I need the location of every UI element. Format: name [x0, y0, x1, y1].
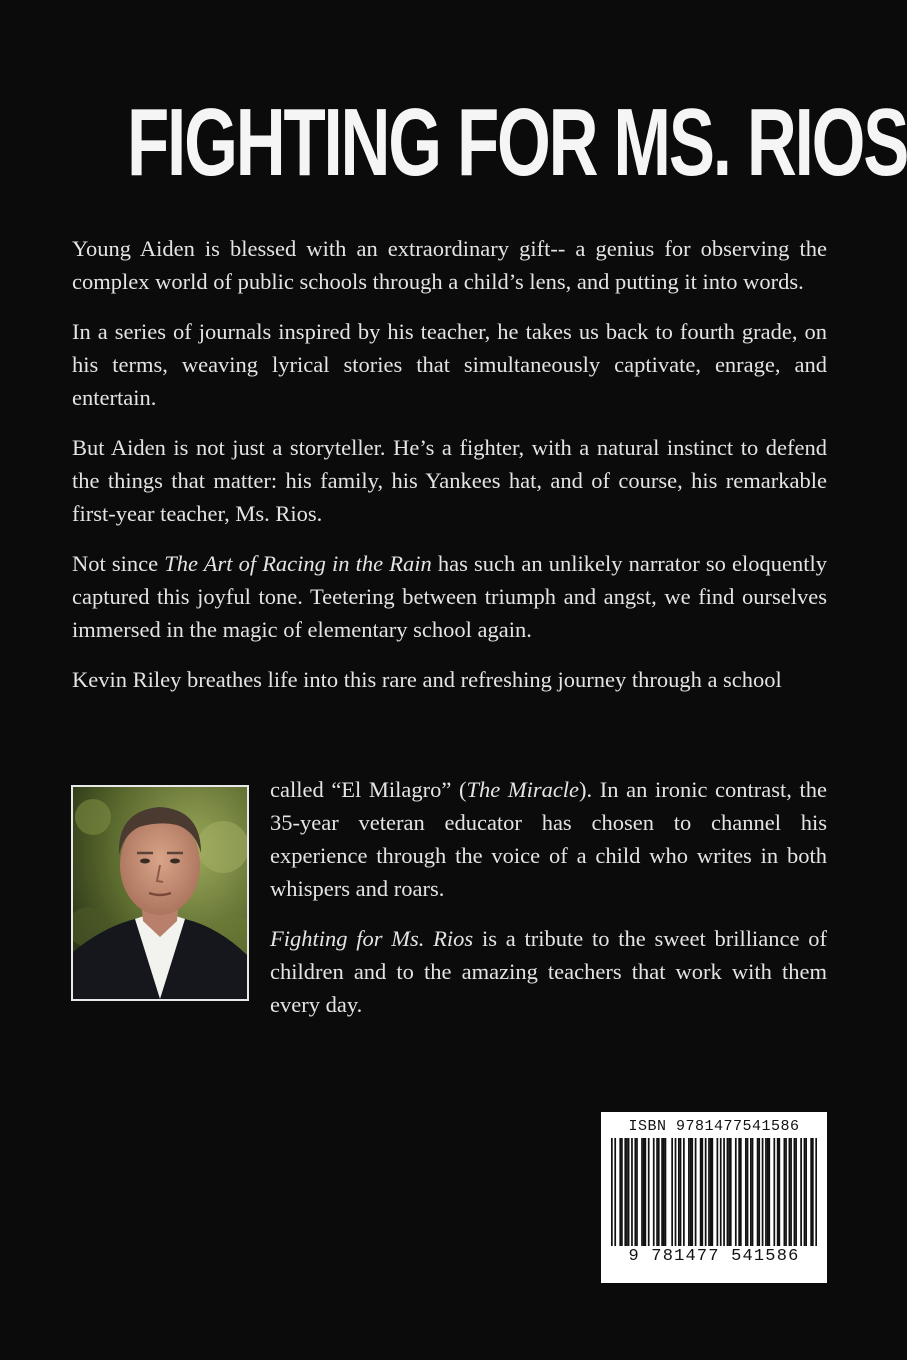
barcode-bar: [621, 1138, 623, 1246]
barcode-bar: [790, 1138, 792, 1246]
blurb-paragraph-1: Young Aiden is blessed with an extraordinary gift-- a genius for observing the complex world of public schools through a child’s lens, and putting it into words.: [72, 236, 827, 294]
p5-italic-miracle: The Miracle: [466, 777, 580, 802]
book-title: FIGHTING FOR MS. RIOS: [126, 89, 907, 196]
barcode-bar: [740, 1138, 742, 1246]
p4-text-b: has such an unlikely narrator so eloquently captured this joyful tone. Teetering between triumph and angst, we find ourselves immersed in the magic of elementary school again.: [72, 551, 828, 642]
barcode-bar: [628, 1138, 630, 1246]
barcode-bar: [648, 1138, 650, 1246]
barcode-bar: [750, 1138, 752, 1246]
barcode-bar: [804, 1138, 806, 1246]
barcode-bar: [690, 1138, 692, 1246]
barcode-bar: [785, 1138, 787, 1246]
p4-text-a: Not since: [72, 551, 165, 576]
barcode-bar: [758, 1138, 760, 1246]
barcode-bar: [700, 1138, 702, 1246]
isbn-digits: 9 781477 541586: [628, 1247, 800, 1266]
barcode-bar: [778, 1138, 780, 1246]
barcode-bar: [794, 1138, 796, 1246]
barcode-bar: [658, 1138, 660, 1246]
barcode-bar: [705, 1138, 707, 1246]
barcode-bar: [680, 1138, 682, 1246]
barcode-bar: [710, 1138, 712, 1246]
barcode-bar: [738, 1138, 740, 1246]
p5-text-a: called “El Milagro” (: [270, 777, 467, 802]
barcode-bar: [675, 1138, 677, 1246]
barcode-bar: [661, 1138, 663, 1246]
isbn-barcode: [601, 1112, 827, 1283]
author-photo: [71, 785, 249, 1001]
barcode-bar: [701, 1138, 703, 1246]
barcode-bar: [656, 1138, 658, 1246]
barcode-bar: [634, 1138, 636, 1246]
p5-text-b: ). In an ironic contrast, the 35-year veteran educator has chosen to channel his experience through the voice of a child who writes in both whispers and roars.: [270, 777, 827, 901]
blurb-lower-column: [270, 773, 827, 1038]
barcode-bar: [727, 1138, 729, 1246]
barcode-bar: [730, 1138, 732, 1246]
blurb-paragraph-5-first-line: Kevin Riley breathes life into this rare and refreshing journey through a school: [72, 667, 782, 692]
barcode-bar: [789, 1138, 791, 1246]
barcode-bar: [723, 1138, 725, 1246]
barcode-bar: [752, 1138, 754, 1246]
blurb-paragraph-3: But Aiden is not just a storyteller. He’s a fighter, with a natural instinct to defend the things that matter: his family, his Yankees hat, and of course, his remarkable first-year teacher, Ms. Rios.: [72, 435, 827, 526]
barcode-bar: [671, 1138, 673, 1246]
barcode-bar: [800, 1138, 802, 1246]
barcode-bar: [745, 1138, 747, 1246]
barcode-bar: [735, 1138, 737, 1246]
barcode-bar: [765, 1138, 767, 1246]
barcode-bar: [728, 1138, 730, 1246]
blurb-paragraph-6: [270, 922, 827, 1021]
barcode-bar: [777, 1138, 779, 1246]
barcode-bar: [619, 1138, 621, 1246]
barcode-bar: [720, 1138, 722, 1246]
barcode-bar: [631, 1138, 633, 1246]
barcode-bar: [815, 1138, 817, 1246]
barcode-bar: [641, 1138, 643, 1246]
back-cover-blurb: [72, 232, 827, 696]
p6-book-title: Fighting for Ms. Rios: [270, 926, 474, 951]
barcode-bar: [653, 1138, 655, 1246]
barcode-bar: [665, 1138, 667, 1246]
barcode-bar: [768, 1138, 770, 1246]
barcode-bar: [795, 1138, 797, 1246]
barcode-bars: [611, 1138, 817, 1246]
barcode-bar: [812, 1138, 814, 1246]
barcode-bar: [636, 1138, 638, 1246]
barcode-bar: [624, 1138, 626, 1246]
barcode-bar: [762, 1138, 764, 1246]
barcode-bar: [678, 1138, 680, 1246]
barcode-bar: [614, 1138, 616, 1246]
barcode-bar: [708, 1138, 710, 1246]
barcode-bar: [747, 1138, 749, 1246]
barcode-bar: [767, 1138, 769, 1246]
barcode-bar: [773, 1138, 775, 1246]
barcode-bar: [691, 1138, 693, 1246]
barcode-bar: [626, 1138, 628, 1246]
barcode-bar: [663, 1138, 665, 1246]
p6-text-b: is a tribute to the sweet brilliance of children and to the amazing teachers that work with them every day.: [270, 926, 827, 1017]
blurb-paragraph-5: [270, 773, 827, 905]
isbn-label: ISBN 9781477541586: [628, 1118, 800, 1135]
barcode-bar: [611, 1138, 613, 1246]
author-portrait-icon: [73, 787, 247, 999]
barcode-bar: [757, 1138, 759, 1246]
barcode-bar: [784, 1138, 786, 1246]
barcode-bar: [805, 1138, 807, 1246]
blurb-paragraph-2: In a series of journals inspired by his teacher, he takes us back to fourth grade, on his terms, weaving lyrical stories that simultaneously captivate, enrage, and entertain.: [72, 319, 827, 410]
p4-book-title: The Art of Racing in the Rain: [164, 551, 432, 576]
blurb-paragraph-4: [72, 547, 827, 646]
barcode-bar: [645, 1138, 647, 1246]
barcode-bar: [683, 1138, 685, 1246]
barcode-bar: [643, 1138, 645, 1246]
barcode-bar: [717, 1138, 719, 1246]
barcode-bar: [810, 1138, 812, 1246]
barcode-bar: [688, 1138, 690, 1246]
barcode-bar: [711, 1138, 713, 1246]
barcode-bar: [695, 1138, 697, 1246]
